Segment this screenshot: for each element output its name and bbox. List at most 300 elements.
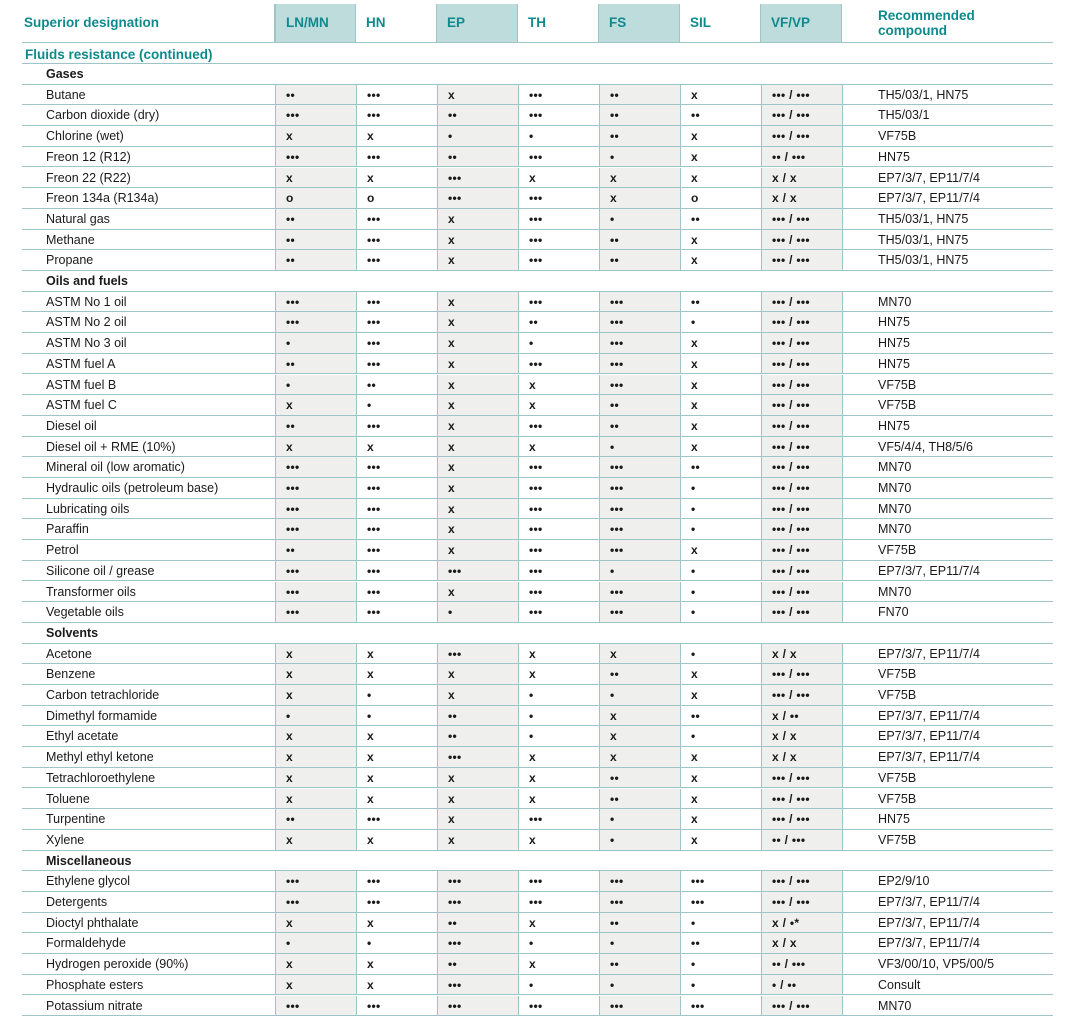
rating-cell — [437, 913, 518, 934]
rating-value: x — [448, 543, 455, 558]
rating-cell — [680, 789, 761, 810]
rating-value: x — [286, 439, 293, 454]
rating-value: •• — [610, 418, 620, 433]
rating-value: • — [691, 584, 696, 599]
rating-cell — [356, 706, 437, 727]
rating-cell — [275, 954, 356, 975]
rating-cell — [599, 354, 680, 375]
rating-cell — [275, 292, 356, 313]
rating-cell — [518, 147, 599, 168]
table-row — [22, 685, 1053, 706]
rating-cell — [356, 561, 437, 582]
rating-cell — [761, 975, 842, 996]
rating-cell — [275, 664, 356, 685]
rating-value: ••• — [448, 874, 462, 889]
rating-value: x — [448, 87, 455, 102]
rating-cell — [518, 747, 599, 768]
rating-cell — [518, 519, 599, 540]
rating-value: ••• — [529, 584, 543, 599]
fluid-name: Acetone — [46, 646, 92, 661]
recommended-compound: MN70 — [878, 998, 912, 1013]
rating-value: x / x — [772, 936, 797, 951]
rating-cell — [518, 644, 599, 665]
rating-cell — [356, 209, 437, 230]
rating-value: x — [367, 957, 374, 972]
recommended-compound: VF75B — [878, 543, 917, 558]
rating-value: x — [691, 688, 698, 702]
rating-value: x — [367, 129, 374, 144]
rating-cell — [518, 437, 599, 458]
rating-value: • — [367, 708, 372, 723]
rating-value: x — [367, 667, 374, 682]
rating-value: ••• — [448, 977, 462, 992]
rating-cell — [356, 85, 437, 106]
rating-cell — [518, 685, 599, 706]
rating-cell — [761, 747, 842, 768]
rating-value: ••• / ••• — [772, 87, 810, 102]
rating-cell — [437, 168, 518, 189]
rating-value: x — [286, 832, 293, 847]
rating-value: • — [367, 398, 372, 413]
rating-cell — [680, 582, 761, 603]
rating-value: ••• — [529, 522, 543, 537]
header-recommended-compound: Recommended compound — [878, 8, 975, 38]
rating-value: •• — [286, 87, 296, 102]
fluid-name: ASTM No 1 oil — [46, 294, 127, 309]
rating-value: ••• — [610, 460, 624, 475]
fluid-name: Carbon tetrachloride — [46, 688, 160, 702]
rating-cell — [437, 437, 518, 458]
rating-value: ••• — [610, 294, 624, 309]
rating-cell — [680, 519, 761, 540]
rating-value: x — [448, 522, 455, 537]
rating-cell — [761, 105, 842, 126]
rating-cell — [761, 892, 842, 913]
rating-value: • — [610, 439, 615, 454]
recommended-compound: HN75 — [878, 149, 910, 164]
rating-value: ••• / ••• — [772, 563, 810, 578]
rating-cell — [599, 333, 680, 354]
rating-cell — [437, 105, 518, 126]
column-divider — [842, 209, 843, 230]
rating-cell — [761, 954, 842, 975]
rating-cell — [437, 664, 518, 685]
rating-cell — [356, 312, 437, 333]
fluid-name: Silicone oil / grease — [46, 563, 155, 578]
category-label: Oils and fuels — [46, 274, 128, 288]
column-divider — [842, 354, 843, 375]
rating-cell — [437, 830, 518, 851]
rating-cell — [518, 561, 599, 582]
recommended-compound: VF5/4/4, TH8/5/6 — [878, 439, 973, 454]
rating-value: •• — [691, 708, 701, 723]
rating-cell — [356, 147, 437, 168]
table-row — [22, 126, 1053, 147]
rating-value: ••• — [286, 605, 300, 620]
rating-cell — [680, 644, 761, 665]
rating-cell — [437, 540, 518, 561]
rating-value: ••• — [448, 646, 462, 661]
rating-cell — [680, 85, 761, 106]
rating-value: • — [286, 336, 291, 351]
rating-cell — [356, 333, 437, 354]
rating-value: • — [529, 936, 534, 951]
rating-value: • — [610, 688, 615, 702]
rating-value: ••• — [691, 895, 705, 909]
table-row — [22, 975, 1053, 996]
rating-cell — [599, 789, 680, 810]
header-col-vf-vp: VF/VP — [761, 4, 842, 42]
rating-value: ••• — [367, 998, 381, 1013]
rating-cell — [761, 561, 842, 582]
rating-cell — [599, 395, 680, 416]
table-row — [22, 209, 1053, 230]
rating-cell — [518, 809, 599, 830]
rating-cell — [680, 250, 761, 271]
fluid-name: ASTM fuel A — [46, 356, 116, 371]
rating-value: ••• / ••• — [772, 418, 810, 433]
rating-value: x — [610, 729, 617, 744]
rating-cell — [680, 809, 761, 830]
rating-cell — [518, 250, 599, 271]
rating-cell — [680, 209, 761, 230]
rating-value: x — [367, 170, 374, 185]
rating-value: x — [529, 791, 536, 806]
table-row — [22, 768, 1053, 789]
rating-value: ••• — [448, 170, 462, 185]
rating-value: x — [691, 791, 698, 806]
rating-value: •• / ••• — [772, 149, 806, 164]
rating-value: ••• — [610, 895, 624, 909]
rating-value: • — [610, 812, 615, 827]
table-row — [22, 933, 1053, 954]
rating-cell — [356, 188, 437, 209]
column-divider — [842, 250, 843, 271]
rating-value: ••• / ••• — [772, 336, 810, 351]
rating-cell — [599, 664, 680, 685]
rating-value: x — [691, 356, 698, 371]
fluid-name: Tetrachloroethylene — [46, 770, 156, 785]
rating-value: • — [529, 708, 534, 723]
rating-value: x — [286, 398, 293, 413]
fluid-name: Paraffin — [46, 522, 89, 537]
rating-value: x — [448, 481, 455, 495]
rating-value: •• — [610, 770, 620, 785]
rating-cell — [437, 954, 518, 975]
rating-value: ••• / ••• — [772, 522, 810, 537]
rating-value: ••• — [529, 294, 543, 309]
fluid-name: Phosphate esters — [46, 977, 144, 992]
rating-cell — [599, 105, 680, 126]
rating-cell — [761, 333, 842, 354]
rating-value: ••• — [610, 584, 624, 599]
rating-cell — [275, 706, 356, 727]
rating-value: • — [610, 977, 615, 992]
rating-cell — [680, 375, 761, 396]
rating-cell — [356, 126, 437, 147]
fluid-name: Methane — [46, 232, 95, 247]
rating-value: ••• — [610, 336, 624, 351]
rating-cell — [356, 809, 437, 830]
rating-cell — [275, 809, 356, 830]
rating-cell — [761, 292, 842, 313]
rating-cell — [518, 457, 599, 478]
rating-cell — [356, 830, 437, 851]
rating-cell — [518, 395, 599, 416]
column-divider — [842, 644, 843, 665]
rating-cell — [437, 975, 518, 996]
rating-value: x — [529, 957, 536, 972]
rating-cell — [518, 789, 599, 810]
rating-cell — [275, 168, 356, 189]
column-divider — [842, 457, 843, 478]
rating-cell — [680, 747, 761, 768]
rating-cell — [275, 333, 356, 354]
rating-value: x / x — [772, 729, 797, 744]
rating-cell — [599, 996, 680, 1017]
rating-cell — [437, 188, 518, 209]
category-row — [22, 271, 1053, 292]
rating-cell — [437, 768, 518, 789]
column-divider — [842, 664, 843, 685]
fluid-name: Hydraulic oils (petroleum base) — [46, 481, 219, 495]
rating-cell — [680, 871, 761, 892]
rating-value: •• — [610, 957, 620, 972]
table-row — [22, 996, 1053, 1017]
rating-value: x / x — [772, 191, 797, 206]
rating-value: o — [367, 191, 375, 206]
rating-value: ••• / ••• — [772, 294, 810, 309]
rating-cell — [275, 147, 356, 168]
rating-value: ••• — [367, 149, 381, 164]
rating-value: x — [691, 170, 698, 185]
rating-value: ••• / ••• — [772, 398, 810, 413]
rating-value: x — [610, 750, 617, 765]
rating-value: x — [286, 729, 293, 744]
rating-value: ••• — [610, 501, 624, 516]
rating-value: • — [529, 129, 534, 144]
rating-value: ••• — [286, 874, 300, 889]
fluid-name: Detergents — [46, 895, 108, 909]
rating-value: x — [448, 315, 455, 330]
rating-cell — [599, 561, 680, 582]
rating-cell — [761, 375, 842, 396]
rating-value: ••• — [286, 584, 300, 599]
recommended-compound: TH5/03/1, HN75 — [878, 211, 969, 226]
rating-cell — [356, 375, 437, 396]
rating-value: ••• — [529, 191, 543, 206]
rating-cell — [761, 809, 842, 830]
rating-cell — [761, 209, 842, 230]
table-row — [22, 789, 1053, 810]
rating-value: •• — [610, 253, 620, 268]
rating-cell — [275, 913, 356, 934]
recommended-compound: MN70 — [878, 584, 912, 599]
rating-value: ••• — [529, 605, 543, 620]
column-divider — [842, 975, 843, 996]
rating-value: ••• — [286, 149, 300, 164]
rating-value: x — [367, 646, 374, 661]
rating-cell — [599, 913, 680, 934]
rating-cell — [275, 188, 356, 209]
rating-cell — [275, 602, 356, 623]
recommended-compound: VF75B — [878, 832, 917, 847]
table-row — [22, 395, 1053, 416]
recommended-compound: VF75B — [878, 791, 917, 806]
category-label: Gases — [46, 67, 84, 81]
rating-value: •• — [691, 108, 701, 123]
rating-value: •• — [691, 460, 701, 475]
rating-cell — [275, 250, 356, 271]
rating-cell — [599, 519, 680, 540]
rating-value: x — [529, 439, 536, 454]
fluid-name: Dioctyl phthalate — [46, 915, 139, 930]
rating-cell — [761, 664, 842, 685]
rating-value: •• — [610, 87, 620, 102]
rating-value: • — [691, 915, 696, 930]
rating-value: ••• — [610, 874, 624, 889]
table-row — [22, 354, 1053, 375]
table-row — [22, 499, 1053, 520]
rating-cell — [437, 250, 518, 271]
column-divider — [842, 105, 843, 126]
recommended-compound: EP7/3/7, EP11/7/4 — [878, 915, 980, 930]
rating-cell — [599, 933, 680, 954]
recommended-compound: Consult — [878, 977, 921, 992]
column-divider — [842, 892, 843, 913]
rating-value: x / •* — [772, 915, 800, 930]
rating-cell — [761, 933, 842, 954]
rating-cell — [680, 105, 761, 126]
rating-cell — [761, 250, 842, 271]
rating-cell — [437, 85, 518, 106]
table-row — [22, 809, 1053, 830]
recommended-compound: EP7/3/7, EP11/7/4 — [878, 936, 980, 951]
rating-cell — [599, 209, 680, 230]
rating-cell — [599, 312, 680, 333]
rating-value: x — [691, 667, 698, 682]
rating-cell — [356, 540, 437, 561]
rating-cell — [356, 602, 437, 623]
rating-cell — [761, 416, 842, 437]
rating-value: •• / ••• — [772, 832, 806, 847]
table-row — [22, 871, 1053, 892]
rating-value: • — [691, 522, 696, 537]
rating-cell — [275, 416, 356, 437]
rating-cell — [599, 147, 680, 168]
recommended-compound: MN70 — [878, 460, 912, 475]
fluid-name: Ethylene glycol — [46, 874, 131, 889]
fluid-name: Freon 22 (R22) — [46, 170, 131, 185]
rating-cell — [761, 230, 842, 251]
rating-cell — [275, 230, 356, 251]
rating-cell — [680, 561, 761, 582]
fluid-name: Vegetable oils — [46, 605, 124, 620]
rating-cell — [356, 913, 437, 934]
rating-value: ••• — [367, 605, 381, 620]
table-row — [22, 726, 1053, 747]
rating-value: x — [691, 232, 698, 247]
rating-cell — [275, 830, 356, 851]
rating-value: o — [286, 191, 294, 206]
table-row — [22, 147, 1053, 168]
header-divider — [22, 42, 1053, 43]
rating-value: •• — [610, 667, 620, 682]
fluid-name: ASTM No 2 oil — [46, 315, 127, 330]
rating-cell — [437, 457, 518, 478]
rating-value: x — [691, 832, 698, 847]
rating-value: x — [529, 915, 536, 930]
rating-value: ••• — [529, 812, 543, 827]
rating-value: •• — [448, 915, 458, 930]
table-row — [22, 375, 1053, 396]
rating-value: • — [529, 336, 534, 351]
rating-value: ••• — [610, 543, 624, 558]
rating-value: • — [448, 129, 453, 144]
table-row — [22, 416, 1053, 437]
rating-cell — [356, 457, 437, 478]
rating-cell — [761, 126, 842, 147]
rating-cell — [275, 519, 356, 540]
rating-value: •• — [448, 149, 458, 164]
rating-cell — [356, 499, 437, 520]
recommended-compound: EP7/3/7, EP11/7/4 — [878, 708, 980, 723]
fluid-name: Freon 134a (R134a) — [46, 191, 159, 206]
rating-cell — [437, 354, 518, 375]
fluid-name: Natural gas — [46, 211, 110, 226]
rating-value: x — [691, 129, 698, 144]
table-row — [22, 312, 1053, 333]
rating-cell — [437, 333, 518, 354]
rating-cell — [356, 230, 437, 251]
fluid-name: Propane — [46, 253, 94, 268]
rating-value: ••• — [448, 191, 462, 206]
rating-cell — [437, 602, 518, 623]
fluid-name: Chlorine (wet) — [46, 129, 124, 144]
rating-cell — [761, 726, 842, 747]
rating-value: ••• — [529, 108, 543, 123]
header-col-fs: FS — [599, 4, 680, 42]
rating-value: • — [367, 936, 372, 951]
recommended-compound: EP7/3/7, EP11/7/4 — [878, 750, 980, 765]
rating-cell — [599, 975, 680, 996]
rating-cell — [761, 437, 842, 458]
rating-cell — [761, 871, 842, 892]
rating-cell — [356, 292, 437, 313]
table-row — [22, 478, 1053, 499]
column-divider — [842, 954, 843, 975]
fluid-name: Transformer oils — [46, 584, 136, 599]
table-row — [22, 105, 1053, 126]
rating-value: x — [448, 232, 455, 247]
rating-cell — [680, 499, 761, 520]
rating-cell — [518, 664, 599, 685]
rating-value: ••• — [286, 481, 300, 495]
category-label: Solvents — [46, 625, 99, 640]
fluid-name: Hydrogen peroxide (90%) — [46, 957, 189, 972]
rating-cell — [599, 768, 680, 789]
rating-cell — [518, 230, 599, 251]
rating-cell — [275, 478, 356, 499]
column-divider — [842, 292, 843, 313]
header-col-th: TH — [518, 4, 599, 42]
rating-cell — [275, 437, 356, 458]
rating-cell — [599, 499, 680, 520]
rating-value: ••• — [286, 294, 300, 309]
rating-value: • — [691, 646, 696, 661]
rating-cell — [437, 230, 518, 251]
column-divider — [842, 168, 843, 189]
